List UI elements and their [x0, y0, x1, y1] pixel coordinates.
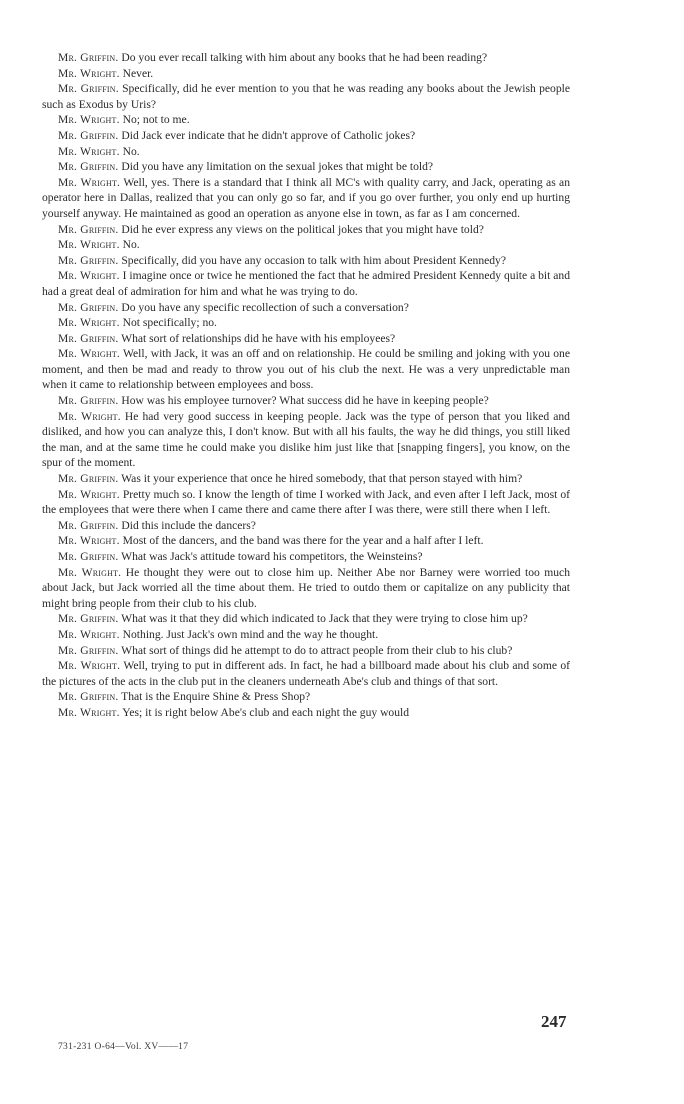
speaker-name: Mr. Griffin. — [58, 222, 119, 236]
speaker-name: Mr. Wright. — [58, 565, 122, 579]
utterance-text: Specifically, did he ever mention to you that he was reading any books about the Jewish people such as Exodus by Uris? — [42, 82, 571, 111]
speaker-name: Mr. Wright. — [58, 113, 120, 127]
transcript-paragraph — [42, 66, 570, 82]
utterance-text: Most of the dancers, and the band was there for the year and a half after I left. — [122, 534, 484, 548]
utterance-text: Did you have any limitation on the sexual jokes that might be told? — [121, 160, 434, 174]
page-number: 247 — [541, 1012, 567, 1031]
transcript-paragraph — [42, 222, 570, 238]
speaker-name: Mr. Griffin. — [58, 128, 119, 142]
transcript-paragraph — [42, 611, 570, 627]
speaker-name: Mr. Griffin. — [58, 300, 119, 314]
transcript-body — [42, 50, 570, 721]
transcript-paragraph — [42, 300, 570, 316]
utterance-text: Pretty much so. I know the length of time I worked with Jack, and even after I left Jack, most of the employees that were there when I came there and came there after I was there, were still there when I left. — [42, 487, 570, 517]
utterance-text: How was his employee turnover? What success did he have in keeping people? — [121, 394, 489, 408]
transcript-paragraph — [42, 518, 570, 534]
utterance-text: Well, with Jack, it was an off and on relationship. He could be smiling and joking with you one moment, and then be mad and ready to throw you out of his club the next. He was a very unpredictable man when it came to relationship between employees and boss. — [42, 347, 570, 392]
utterance-text: Do you ever recall talking with him about any books that he had been reading? — [121, 51, 488, 64]
speaker-name: Mr. Griffin. — [58, 612, 119, 626]
utterance-text: Nothing. Just Jack's own mind and the way he thought. — [122, 627, 379, 641]
speaker-name: Mr. Griffin. — [58, 394, 119, 408]
transcript-paragraph — [42, 144, 570, 160]
utterance-text: Did he ever express any views on the political jokes that you might have told? — [121, 222, 484, 236]
utterance-text: What was it that they did which indicated to Jack that they were trying to close him up? — [121, 612, 528, 626]
utterance-text: No. — [122, 144, 140, 158]
speaker-name: Mr. Wright. — [58, 144, 120, 158]
transcript-paragraph — [42, 331, 570, 347]
transcript-paragraph — [42, 643, 570, 659]
transcript-paragraph — [42, 112, 570, 128]
transcript-paragraph — [42, 487, 570, 518]
speaker-name: Mr. Wright. — [58, 269, 120, 283]
speaker-name: Mr. Griffin. — [58, 160, 119, 174]
transcript-paragraph — [42, 658, 570, 689]
speaker-name: Mr. Griffin. — [58, 331, 119, 345]
transcript-paragraph — [42, 253, 570, 269]
speaker-name: Mr. Griffin. — [58, 51, 119, 64]
speaker-name: Mr. Wright. — [58, 316, 120, 330]
transcript-paragraph — [42, 159, 570, 175]
speaker-name: Mr. Griffin. — [58, 472, 119, 486]
transcript-paragraph — [42, 175, 570, 222]
transcript-paragraph — [42, 549, 570, 565]
footer-print-code: 731-231 O-64—Vol. XV——17 — [58, 1042, 189, 1052]
transcript-paragraph — [42, 268, 570, 299]
speaker-name: Mr. Griffin. — [58, 690, 119, 704]
transcript-paragraph — [42, 471, 570, 487]
speaker-name: Mr. Wright. — [58, 659, 121, 673]
utterance-text: Well, trying to put in different ads. In fact, he had a billboard made about his club and some of the pictures of the acts in the club put in the cleaners underneath Abe's club and things of that sort. — [42, 659, 570, 688]
transcript-paragraph — [42, 128, 570, 144]
utterance-text: Was it your experience that once he hired somebody, that that person stayed with him? — [121, 472, 523, 486]
utterance-text: That is the Enquire Shine & Press Shop? — [121, 690, 311, 704]
utterance-text: I imagine once or twice he mentioned the fact that he admired President Kennedy quite a bit and had a great deal of admiration for him and what he was trying to do. — [42, 269, 571, 298]
utterance-text: He thought they were out to close him up. Neither Abe nor Barney were worried too much about Jack, but Jack worried all the time about them. He tried to outdo them or capitalize on any publicity that might bring people from their club to his club. — [42, 565, 570, 610]
utterance-text: Yes; it is right below Abe's club and each night the guy would — [122, 705, 410, 719]
utterance-text: Not specifically; no. — [122, 316, 217, 330]
utterance-text: No; not to me. — [122, 113, 190, 127]
utterance-text: Specifically, did you have any occasion to talk with him about President Kennedy? — [121, 253, 507, 267]
utterance-text: No. — [122, 238, 140, 252]
transcript-paragraph — [42, 315, 570, 331]
speaker-name: Mr. Griffin. — [58, 550, 119, 563]
speaker-name: Mr. Wright. — [58, 534, 120, 548]
speaker-name: Mr. Wright. — [58, 409, 121, 423]
transcript-paragraph — [42, 393, 570, 409]
utterance-text: What sort of things did he attempt to do to attract people from their club to his club? — [121, 643, 513, 657]
transcript-paragraph — [42, 533, 570, 549]
transcript-paragraph — [42, 346, 570, 393]
speaker-name: Mr. Wright. — [58, 347, 121, 361]
utterance-text: Did this include the dancers? — [121, 518, 256, 532]
speaker-name: Mr. Wright. — [58, 175, 121, 189]
transcript-paragraph — [42, 237, 570, 253]
transcript-paragraph — [42, 81, 570, 112]
utterance-text: What sort of relationships did he have with his employees? — [121, 331, 396, 345]
transcript-paragraph — [42, 689, 570, 705]
utterance-text: Did Jack ever indicate that he didn't approve of Catholic jokes? — [121, 128, 416, 142]
utterance-text: What was Jack's attitude toward his competitors, the Weinsteins? — [121, 550, 423, 563]
speaker-name: Mr. Griffin. — [58, 643, 119, 657]
utterance-text: Never. — [122, 66, 154, 80]
speaker-name: Mr. Wright. — [58, 705, 120, 719]
utterance-text: He had very good success in keeping people. Jack was the type of person that you liked and disliked, and how you can analyze this, I don't know. But with all his faults, the way he did things, you still liked the man, and at the same time he could make you dislike him just like that [snapping fingers], you know, on the spur of the moment. — [42, 409, 570, 470]
speaker-name: Mr. Griffin. — [58, 253, 119, 267]
speaker-name: Mr. Griffin. — [58, 518, 119, 532]
transcript-paragraph — [42, 565, 570, 612]
transcript-paragraph — [42, 50, 570, 66]
speaker-name: Mr. Wright. — [58, 627, 120, 641]
speaker-name: Mr. Wright. — [58, 238, 120, 252]
utterance-text: Well, yes. There is a standard that I think all MC's with quality carry, and Jack, operating as an operator here in Dallas, realized that you can only go so far, and if you go over further, you only end up hurting yourself anyway. He maintained as good an operation as anyone else in town, as far as I am concerned. — [42, 175, 570, 220]
speaker-name: Mr. Wright. — [58, 66, 120, 80]
speaker-name: Mr. Wright. — [58, 487, 120, 501]
speaker-name: Mr. Griffin. — [58, 82, 119, 96]
transcript-paragraph — [42, 705, 570, 721]
transcript-paragraph — [42, 409, 570, 471]
transcript-paragraph — [42, 627, 570, 643]
utterance-text: Do you have any specific recollection of such a conversation? — [121, 300, 409, 314]
